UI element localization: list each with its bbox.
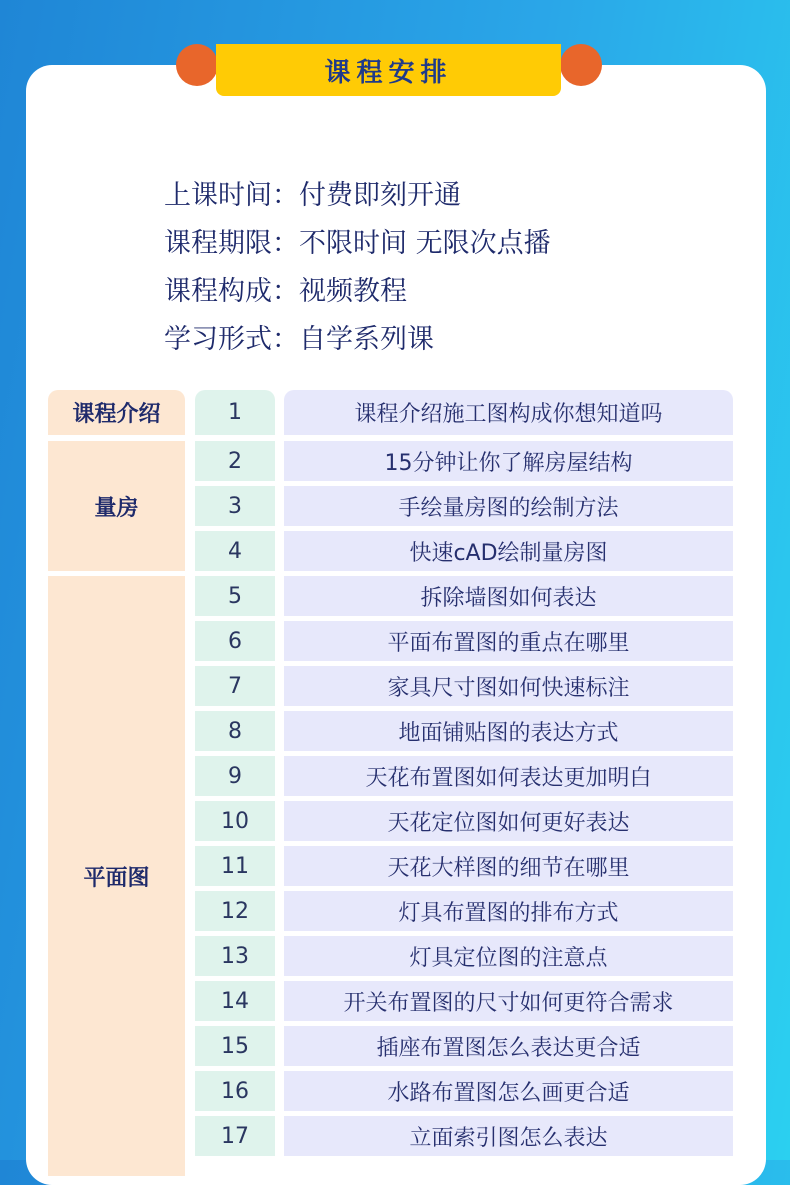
lesson-title: 水路布置图怎么画更合适	[284, 1071, 733, 1111]
lesson-title: 天花定位图如何更好表达	[284, 801, 733, 841]
lesson-number: 17	[195, 1116, 275, 1156]
lesson-number: 6	[195, 621, 275, 661]
lesson-number: 13	[195, 936, 275, 976]
lesson-number: 8	[195, 711, 275, 751]
lesson-title: 天花布置图如何表达更加明白	[284, 756, 733, 796]
lesson-number: 15	[195, 1026, 275, 1066]
lesson-number: 10	[195, 801, 275, 841]
info-composition: 课程构成：视频教程	[164, 275, 407, 307]
lesson-number: 5	[195, 576, 275, 616]
lesson-number: 2	[195, 441, 275, 481]
lesson-number: 11	[195, 846, 275, 886]
info-schedule: 上课时间：付费即刻开通	[164, 179, 461, 211]
header-banner	[216, 44, 561, 96]
info-format: 学习形式：自学系列课	[164, 323, 434, 355]
lesson-title: 灯具布置图的排布方式	[284, 891, 733, 931]
page-title: 课程安排	[324, 57, 453, 88]
lesson-title: 平面布置图的重点在哪里	[284, 621, 733, 661]
lesson-number: 9	[195, 756, 275, 796]
banner-left-ear	[176, 44, 218, 86]
lesson-number: 16	[195, 1071, 275, 1111]
lesson-title: 15分钟让你了解房屋结构	[284, 441, 733, 481]
lesson-number: 3	[195, 486, 275, 526]
lesson-title: 开关布置图的尺寸如何更符合需求	[284, 981, 733, 1021]
category-floorplan: 平面图	[48, 576, 185, 1176]
lesson-title: 家具尺寸图如何快速标注	[284, 666, 733, 706]
category-intro: 课程介绍	[48, 390, 185, 435]
lesson-number: 7	[195, 666, 275, 706]
lesson-number: 1	[195, 390, 275, 435]
lesson-title: 课程介绍施工图构成你想知道吗	[284, 390, 733, 435]
lesson-title: 快速cAD绘制量房图	[284, 531, 733, 571]
category-measure: 量房	[48, 441, 185, 571]
lesson-number: 4	[195, 531, 275, 571]
lesson-title: 插座布置图怎么表达更合适	[284, 1026, 733, 1066]
lesson-title: 天花大样图的细节在哪里	[284, 846, 733, 886]
course-info	[164, 168, 551, 360]
lesson-number: 14	[195, 981, 275, 1021]
lesson-title: 手绘量房图的绘制方法	[284, 486, 733, 526]
lesson-title: 立面索引图怎么表达	[284, 1116, 733, 1156]
banner-right-ear	[560, 44, 602, 86]
lesson-number: 12	[195, 891, 275, 931]
lesson-title: 拆除墙图如何表达	[284, 576, 733, 616]
lesson-title: 地面铺贴图的表达方式	[284, 711, 733, 751]
lesson-title: 灯具定位图的注意点	[284, 936, 733, 976]
info-duration: 课程期限：不限时间 无限次点播	[164, 227, 551, 259]
